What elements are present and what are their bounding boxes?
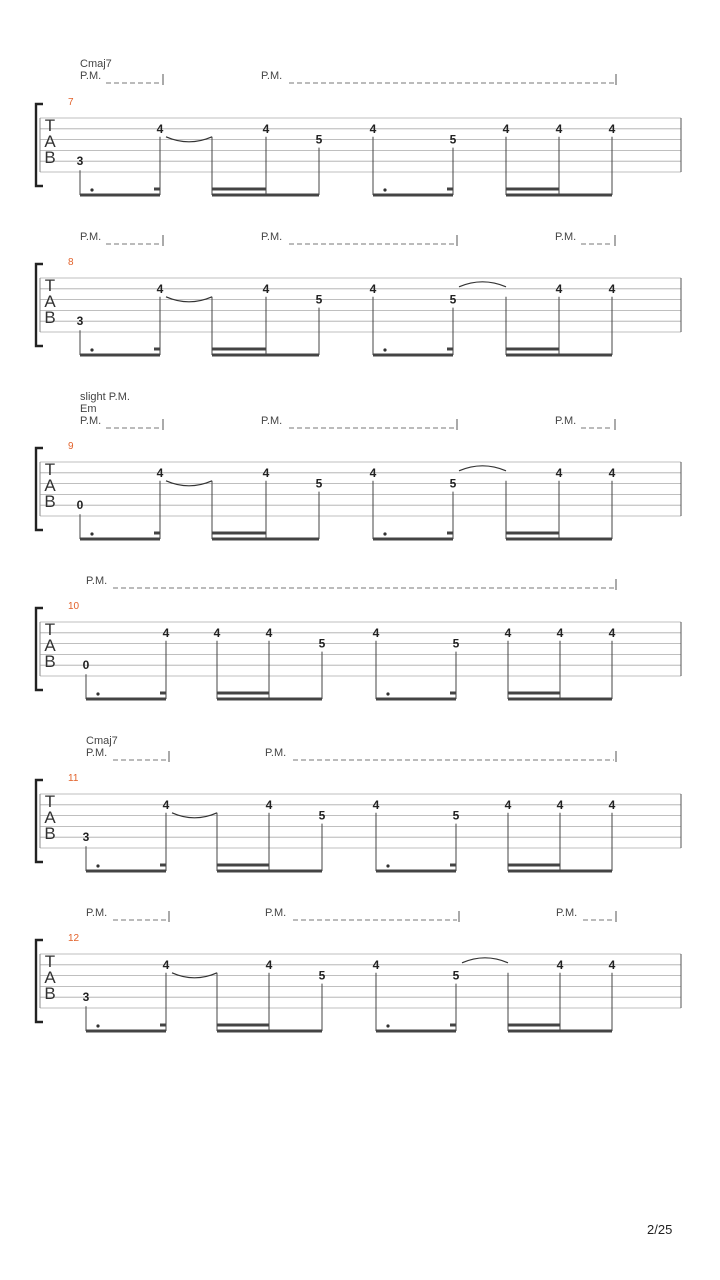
annotation-text: P.M. [555,231,577,243]
fret-number: 4 [369,121,377,136]
fret-number: 4 [608,797,616,812]
annotation-text: P.M. [265,747,287,759]
fret-number: 3 [82,830,90,845]
fret-number: 4 [156,465,164,480]
fret-number: 4 [262,281,270,296]
fret-number: 4 [372,957,380,972]
annotation-text: P.M. [261,70,283,82]
page-number: 2/25 [647,1222,673,1237]
fret-number: 5 [315,132,323,147]
fret-number: 4 [156,281,164,296]
dotted-note-dot [386,1024,389,1027]
annotation-text: Cmaj7 [80,58,112,70]
annotation-text: P.M. [80,415,102,427]
tab-clef-letter: T [44,460,56,479]
dotted-note-dot [96,864,99,867]
fret-number: 4 [162,797,170,812]
fret-number: 4 [369,465,377,480]
fret-number: 5 [452,968,460,983]
dotted-note-dot [386,864,389,867]
tab-clef-letter: B [44,652,56,671]
tab-clef-letter: T [44,620,56,639]
annotation-text: P.M. [261,231,283,243]
fret-number: 4 [156,121,164,136]
fret-number: 5 [452,636,460,651]
tab-clef-letter: T [44,952,56,971]
fret-number: 4 [372,797,380,812]
fret-number: 4 [372,625,380,640]
fret-number: 3 [76,314,84,329]
measure-number: 9 [68,441,74,452]
annotation-text: P.M. [80,231,102,243]
fret-number: 4 [369,281,377,296]
fret-number: 4 [162,957,170,972]
tab-clef-letter: A [44,292,56,311]
tab-clef-letter: A [44,476,56,495]
fret-number: 4 [262,121,270,136]
tab-clef-letter: B [44,148,56,167]
dotted-note-dot [90,348,93,351]
dotted-note-dot [90,188,93,191]
tie-slur [459,466,506,471]
fret-number: 5 [452,808,460,823]
fret-number: 4 [608,957,616,972]
dotted-note-dot [383,532,386,535]
tab-clef-letter: B [44,984,56,1003]
annotation-text: P.M. [265,907,287,919]
fret-number: 4 [556,957,564,972]
fret-number: 4 [556,797,564,812]
annotation-text: P.M. [556,907,578,919]
fret-number: 5 [449,132,457,147]
fret-number: 4 [265,797,273,812]
tab-clef-letter: A [44,636,56,655]
dotted-note-dot [96,1024,99,1027]
tie-slur [462,958,508,963]
annotation-text: P.M. [86,747,108,759]
fret-number: 4 [262,465,270,480]
tab-clef-letter: T [44,276,56,295]
fret-number: 4 [608,625,616,640]
fret-number: 3 [82,990,90,1005]
fret-number: 4 [213,625,221,640]
fret-number: 4 [608,465,616,480]
fret-number: 4 [502,121,510,136]
dotted-note-dot [383,348,386,351]
annotation-text: P.M. [86,575,108,587]
measure-number: 8 [68,257,74,268]
fret-number: 4 [504,625,512,640]
fret-number: 0 [76,498,84,513]
tab-clef-letter: A [44,968,56,987]
annotation-text: P.M. [261,415,283,427]
fret-number: 4 [556,625,564,640]
tab-clef-letter: T [44,792,56,811]
fret-number: 4 [555,121,563,136]
annotation-text: P.M. [86,907,108,919]
fret-number: 4 [608,121,616,136]
fret-number: 4 [555,281,563,296]
fret-number: 4 [162,625,170,640]
measure-number: 7 [68,97,74,108]
tie-slur [459,282,506,287]
dotted-note-dot [96,692,99,695]
annotation-text: slight P.M. [80,391,130,403]
measure-number: 10 [68,601,80,612]
fret-number: 5 [315,292,323,307]
fret-number: 4 [265,957,273,972]
dotted-note-dot [386,692,389,695]
fret-number: 5 [449,476,457,491]
dotted-note-dot [90,532,93,535]
fret-number: 5 [318,968,326,983]
tab-clef-letter: T [44,116,56,135]
tab-clef-letter: B [44,824,56,843]
fret-number: 5 [449,292,457,307]
dotted-note-dot [383,188,386,191]
fret-number: 4 [265,625,273,640]
fret-number: 5 [318,636,326,651]
tab-clef-letter: B [44,308,56,327]
measure-number: 12 [68,933,80,944]
annotation-text: Em [80,403,97,415]
annotation-text: P.M. [555,415,577,427]
annotation-text: Cmaj7 [86,735,118,747]
fret-number: 0 [82,658,90,673]
tab-clef-letter: A [44,132,56,151]
tab-clef-letter: B [44,492,56,511]
annotation-text: P.M. [80,70,102,82]
fret-number: 4 [555,465,563,480]
tab-clef-letter: A [44,808,56,827]
fret-number: 4 [504,797,512,812]
measure-number: 11 [68,773,79,784]
fret-number: 5 [318,808,326,823]
fret-number: 4 [608,281,616,296]
fret-number: 3 [76,154,84,169]
fret-number: 5 [315,476,323,491]
